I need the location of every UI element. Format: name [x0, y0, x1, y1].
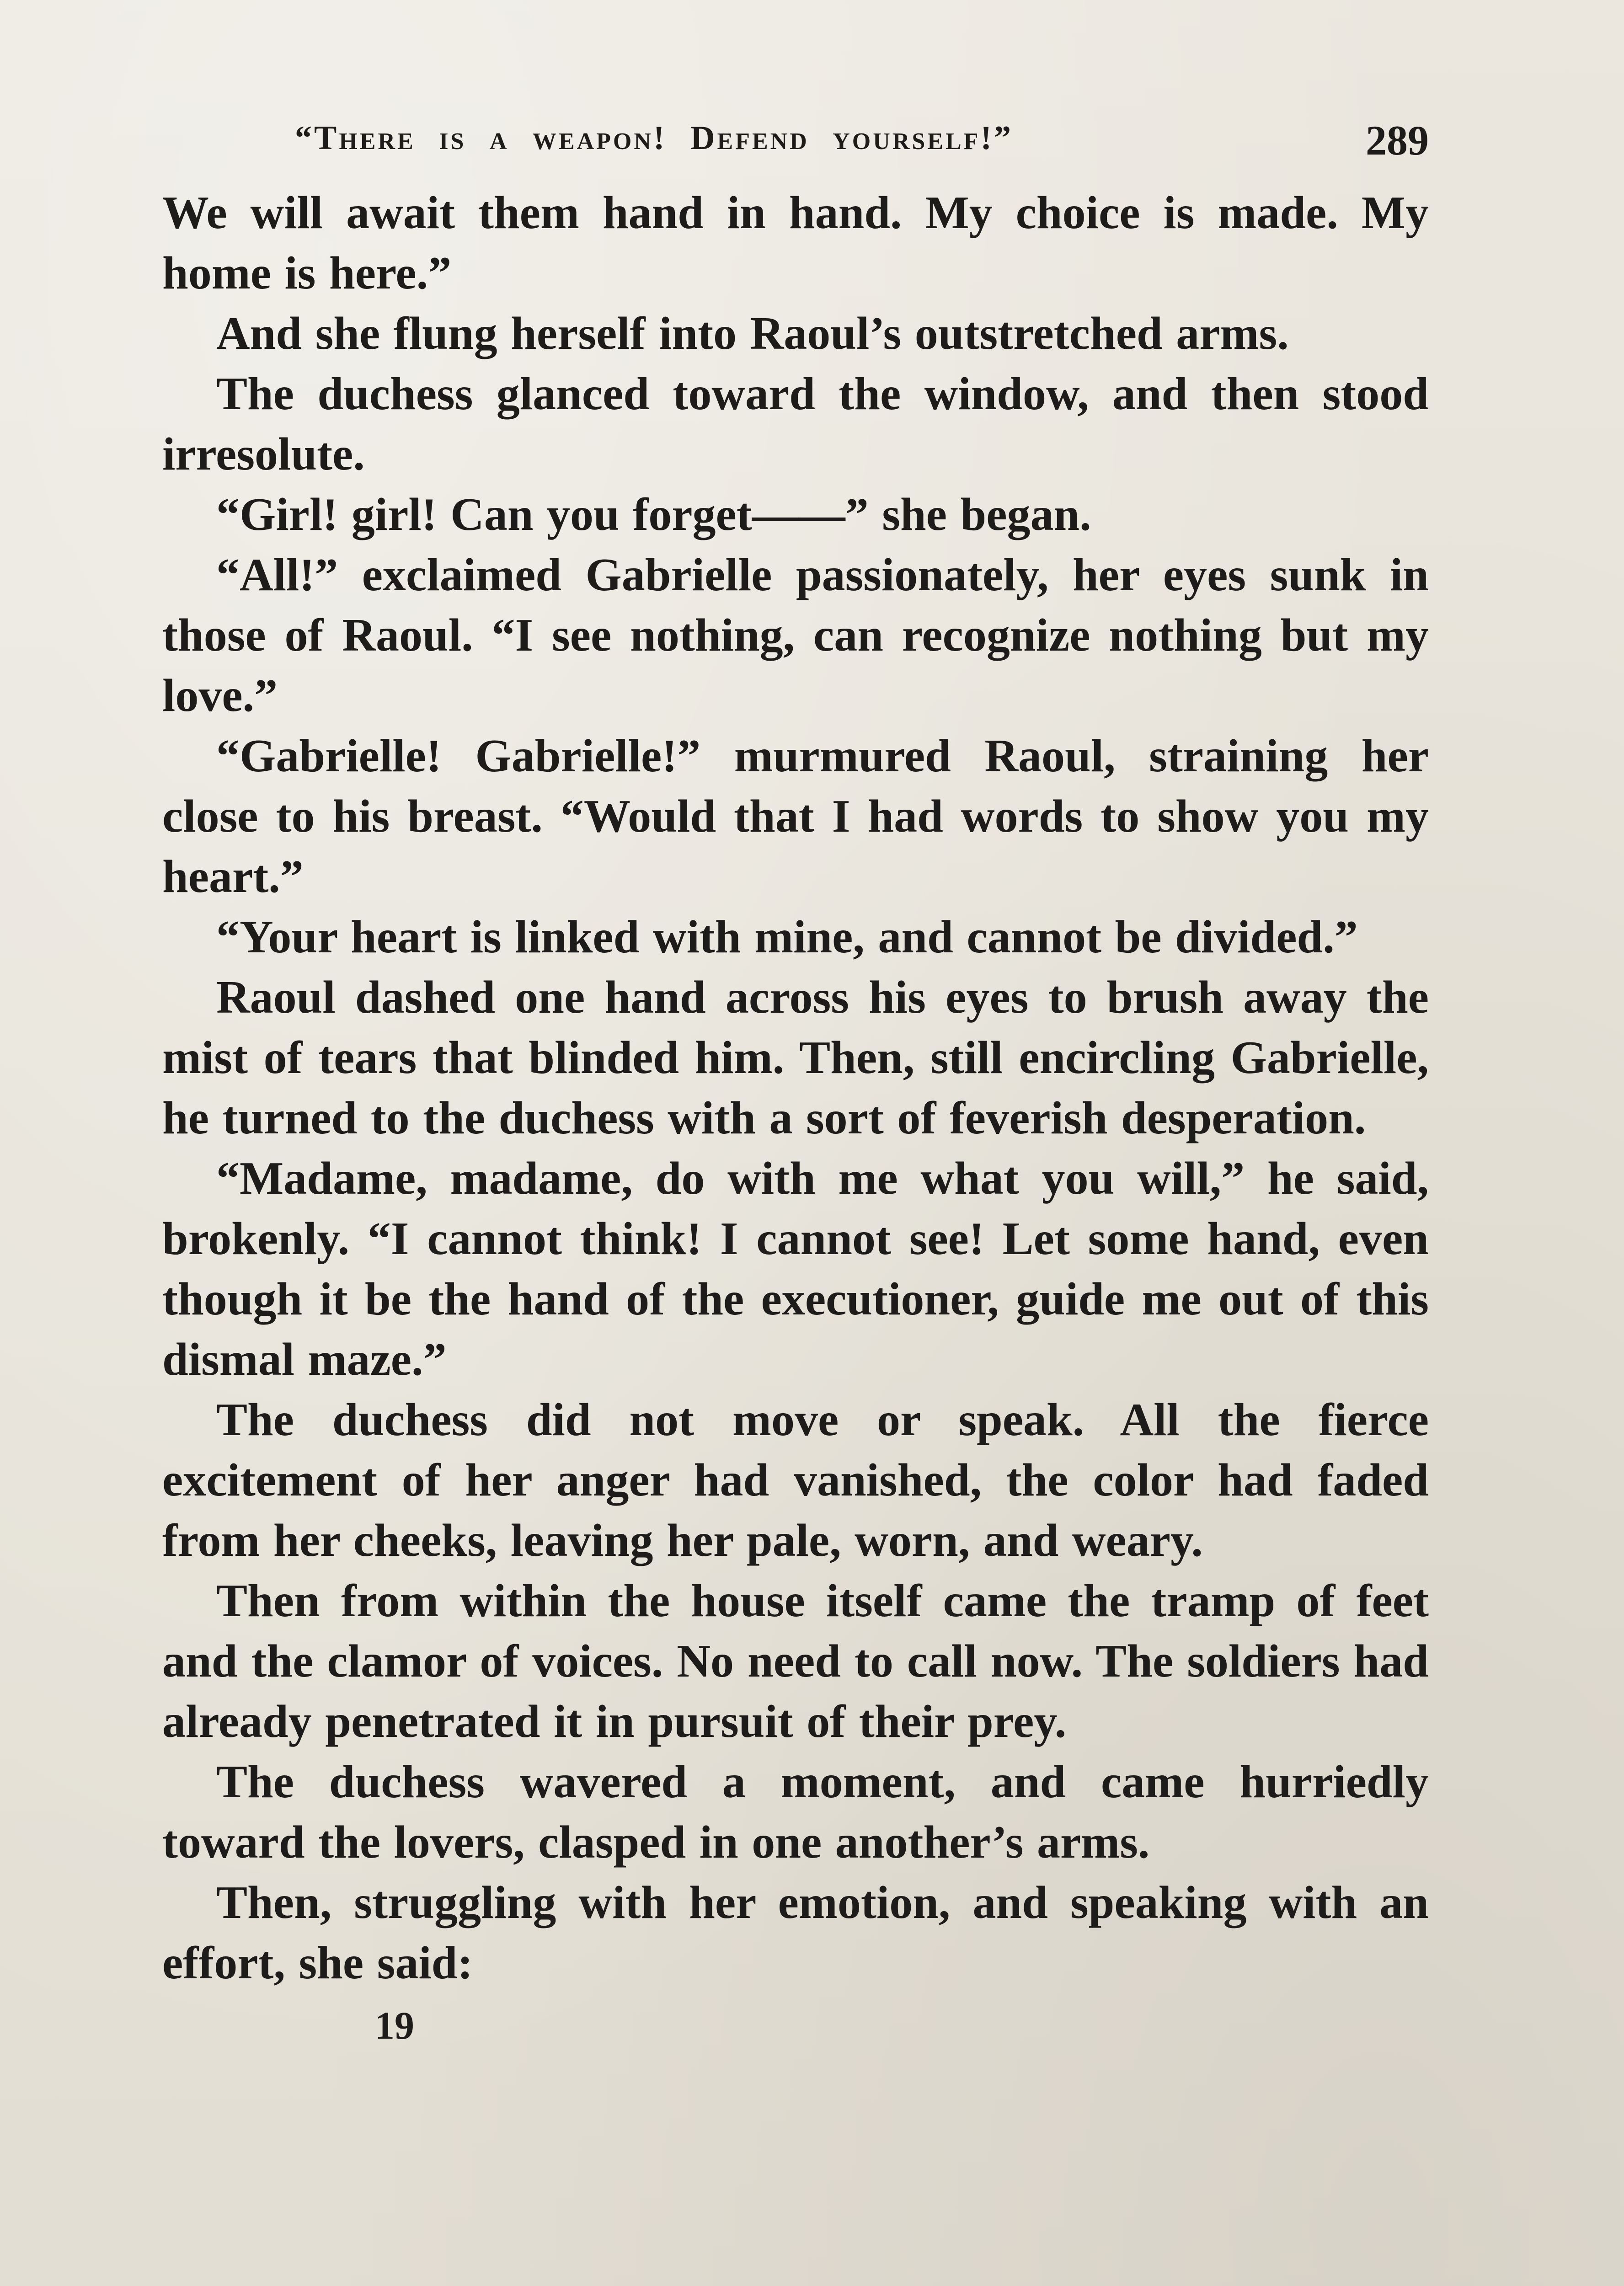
- paragraph: Then, struggling with her emotion, and speaking with an effort, she said:: [162, 1877, 1429, 1989]
- running-title: “There is a weapon! Defend yourself!”: [295, 119, 1014, 157]
- page-header: [162, 110, 1429, 178]
- paragraph: Then from within the house itself came the tramp of feet and the clamor of voices. No need to call now. The soldiers had already penetrated it in pursuit of their prey.: [162, 1575, 1429, 1747]
- page-number: 289: [1366, 117, 1429, 164]
- paragraph: “Madame, madame, do with me what you will,” he said, brokenly. “I cannot think! I cannot see! Let some hand, even though it be the hand of the executioner, guide me out of this dismal maze.”: [162, 1153, 1429, 1385]
- page-body: [162, 183, 1429, 1993]
- paragraph: We will await them hand in hand. My choice is made. My home is here.”: [162, 187, 1429, 299]
- paragraph: “Your heart is linked with mine, and cannot be divided.”: [216, 911, 1358, 963]
- paragraph: The duchess glanced toward the window, and then stood irresolute.: [162, 368, 1429, 480]
- paragraph: The duchess wavered a moment, and came hurriedly toward the lovers, clasped in one another’s arms.: [162, 1756, 1429, 1868]
- paragraph: And she flung herself into Raoul’s outstretched arms.: [216, 308, 1289, 359]
- paragraph: “Gabrielle! Gabrielle!” murmured Raoul, straining her close to his breast. “Would that I had words to show you my heart.”: [162, 730, 1429, 903]
- book-page: [162, 110, 1429, 2286]
- paragraph: “All!” exclaimed Gabrielle passionately, her eyes sunk in those of Raoul. “I see nothing, can recognize nothing but my love.”: [162, 549, 1429, 721]
- paragraph: The duchess did not move or speak. All the fierce excitement of her anger had vanished, the color had faded from her cheeks, leaving her pale, worn, and weary.: [162, 1394, 1429, 1566]
- paragraph: Raoul dashed one hand across his eyes to brush away the mist of tears that blinded him. Then, still encircling Gabrielle, he turned to the duchess with a sort of feverish desperation.: [162, 972, 1429, 1144]
- paragraph: “Girl! girl! Can you forget——” she began.: [216, 489, 1091, 540]
- signature-mark: 19: [375, 2003, 414, 2047]
